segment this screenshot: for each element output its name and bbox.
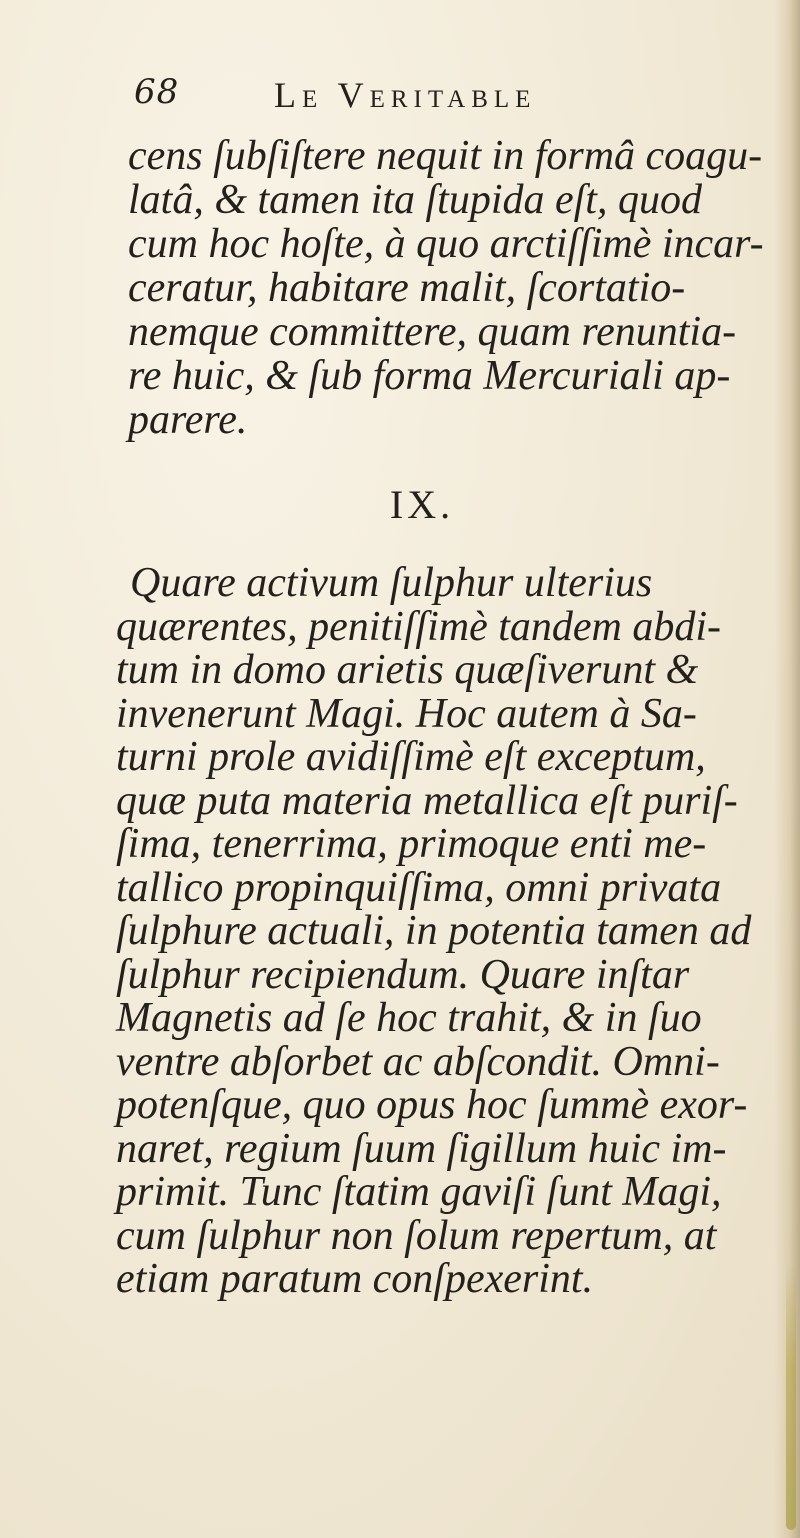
text-line: re huic, & ſub forma Mercuriali ap- — [128, 353, 731, 399]
text-line: tum in domo arietis quæſiverunt & — [116, 647, 699, 693]
page-text — [104, 72, 764, 1302]
text-line: cens ſubſiſtere nequit in formâ coagu- — [128, 133, 763, 179]
running-title: Le Veritable — [274, 75, 537, 115]
paragraph-1 — [128, 134, 764, 442]
text-line: etiam paratum conſpexerint. — [116, 1256, 594, 1302]
text-line: quærentes, penitiſſimè tandem abdi- — [116, 603, 722, 650]
text-line: tallico propinquiſſima, omni privata — [116, 864, 722, 911]
text-line: potenſque, quo opus hoc ſummè exor- — [116, 1082, 748, 1128]
text-line: cum hoc hoſte, à quo arctiſſimè incar- — [128, 221, 764, 267]
text-line: ſulphure actuali, in potentia tamen ad — [116, 908, 752, 954]
text-line: ſima, tenerrima, primoque enti me- — [116, 821, 707, 867]
text-line: Magnetis ad ſe hoc trahit, & in ſuo — [116, 995, 702, 1041]
text-line: latâ, & tamen ita ſtupida eſt, quod — [128, 177, 702, 223]
text-line: quæ puta materia metallica eſt puriſ- — [116, 777, 738, 824]
text-line: parere. — [128, 397, 248, 443]
section-heading: IX. — [389, 482, 455, 527]
text-line: Quare activum ſulphur ulterius — [130, 560, 653, 606]
paragraph-2 — [116, 562, 764, 1302]
text-line: primit. Tunc ſtatim gaviſi ſunt Magi, — [116, 1169, 722, 1215]
text-line: cum ſulphur non ſolum repertum, at — [116, 1212, 717, 1259]
text-line: ventre abſorbet ac abſcondit. Omni- — [116, 1038, 720, 1085]
page-number: 68 — [134, 72, 180, 112]
page-stain — [786, 1260, 796, 1530]
text-line: turni prole avidiſſimè eſt exceptum, — [116, 734, 706, 780]
text-line: naret, regium ſuum ſigillum huic im- — [116, 1125, 727, 1172]
text-line: invenerunt Magi. Hoc autem à Sa- — [116, 690, 697, 737]
text-line: nemque committere, quam renuntia- — [128, 309, 737, 355]
page-header — [104, 72, 764, 134]
text-line: ſulphur recipiendum. Quare inſtar — [116, 951, 690, 998]
text-line: ceratur, habitare malit, ſcortatio- — [128, 265, 686, 311]
